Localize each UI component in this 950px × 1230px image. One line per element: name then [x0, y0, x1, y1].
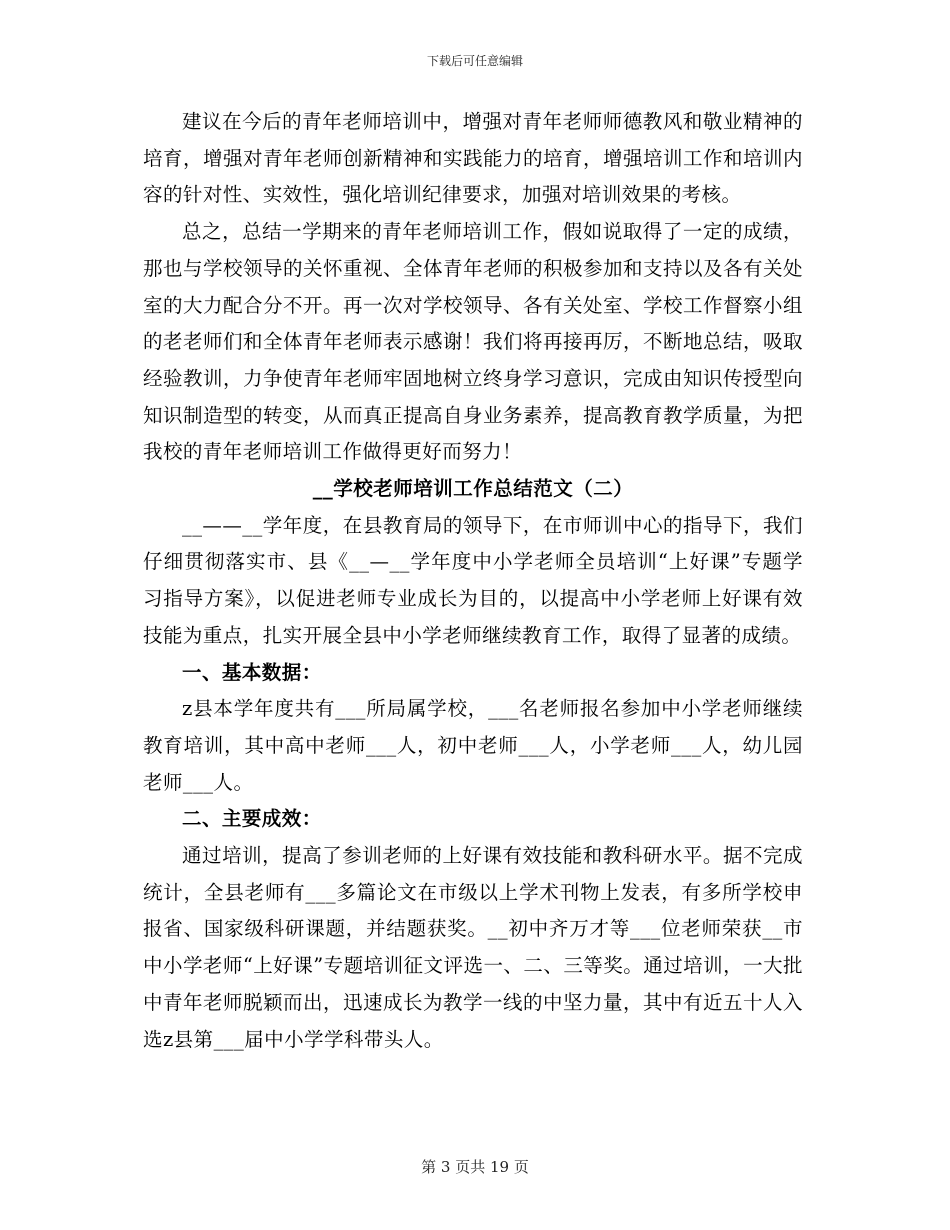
paragraph-suggestion: 建议在今后的青年老师培训中，增强对青年老师师德教风和敬业精神的培育，增强对青年老师创新精神和实践能力的培育，增强培训工作和培训内容的针对性、实效性，强化培训纪律要求，加强对培训效果的考核。	[143, 110, 803, 207]
page-footer-number: 第 3 页共 19 页	[421, 1158, 529, 1176]
page-header-note: 下载后可任意编辑	[426, 54, 523, 68]
section-heading-basic-data: 一、基本数据：	[182, 660, 322, 684]
paragraph-summary: 总之，总结一学期来的青年老师培训工作，假如说取得了一定的成绩，那也与学校领导的关怀重视、全体青年老师的积极参加和支持以及各有关处室的大力配合分不开。再一次对学校领导、各有关处室、学校工作督察小组的老老师们和全体青年老师表示感谢！我们将再接再厉，不断地总结，吸取经验教训，力争使青年老师牢固地树立终身学习意识，完成由知识传授型向知识制造型的转变，从而真正提高自身业务素养，提高教育教学质量，为把我校的青年老师培训工作做得更好而努力！	[143, 220, 803, 464]
paragraph-basic-data: z县本学年度共有___所局属学校，___名老师报名参加中小学老师继续教育培训，其中高中老师___人，初中老师___人，小学老师___人，幼儿园老师___人。	[143, 697, 803, 794]
document-body	[143, 104, 803, 1058]
document-title: __学校老师培训工作总结范文（二）	[312, 477, 634, 501]
paragraph-intro: __——__学年度，在县教育局的领导下，在市师训中心的指导下，我们仔细贯彻落实市、县《__—__学年度中小学老师全员培训“上好课”专题学习指导方案》，以促进老师专业成长为目的，以提高中小学老师上好课有效技能为重点，扎实开展全县中小学老师继续教育工作，取得了显著的成绩。	[143, 513, 803, 647]
paragraph-main-results: 通过培训，提高了参训老师的上好课有效技能和教科研水平。据不完成统计，全县老师有___多篇论文在市级以上学术刊物上发表，有多所学校申报省、国家级科研课题，并结题获奖。__初中齐万才等___位老师荣获__市中小学老师“上好课”专题培训征文评选一、二、三等奖。通过培训，一大批中青年老师脱颖而出，迅速成长为教学一线的中坚力量，其中有近五十人入选z县第___届中小学学科带头人。	[143, 844, 803, 1051]
section-heading-main-results: 二、主要成效：	[182, 807, 322, 831]
